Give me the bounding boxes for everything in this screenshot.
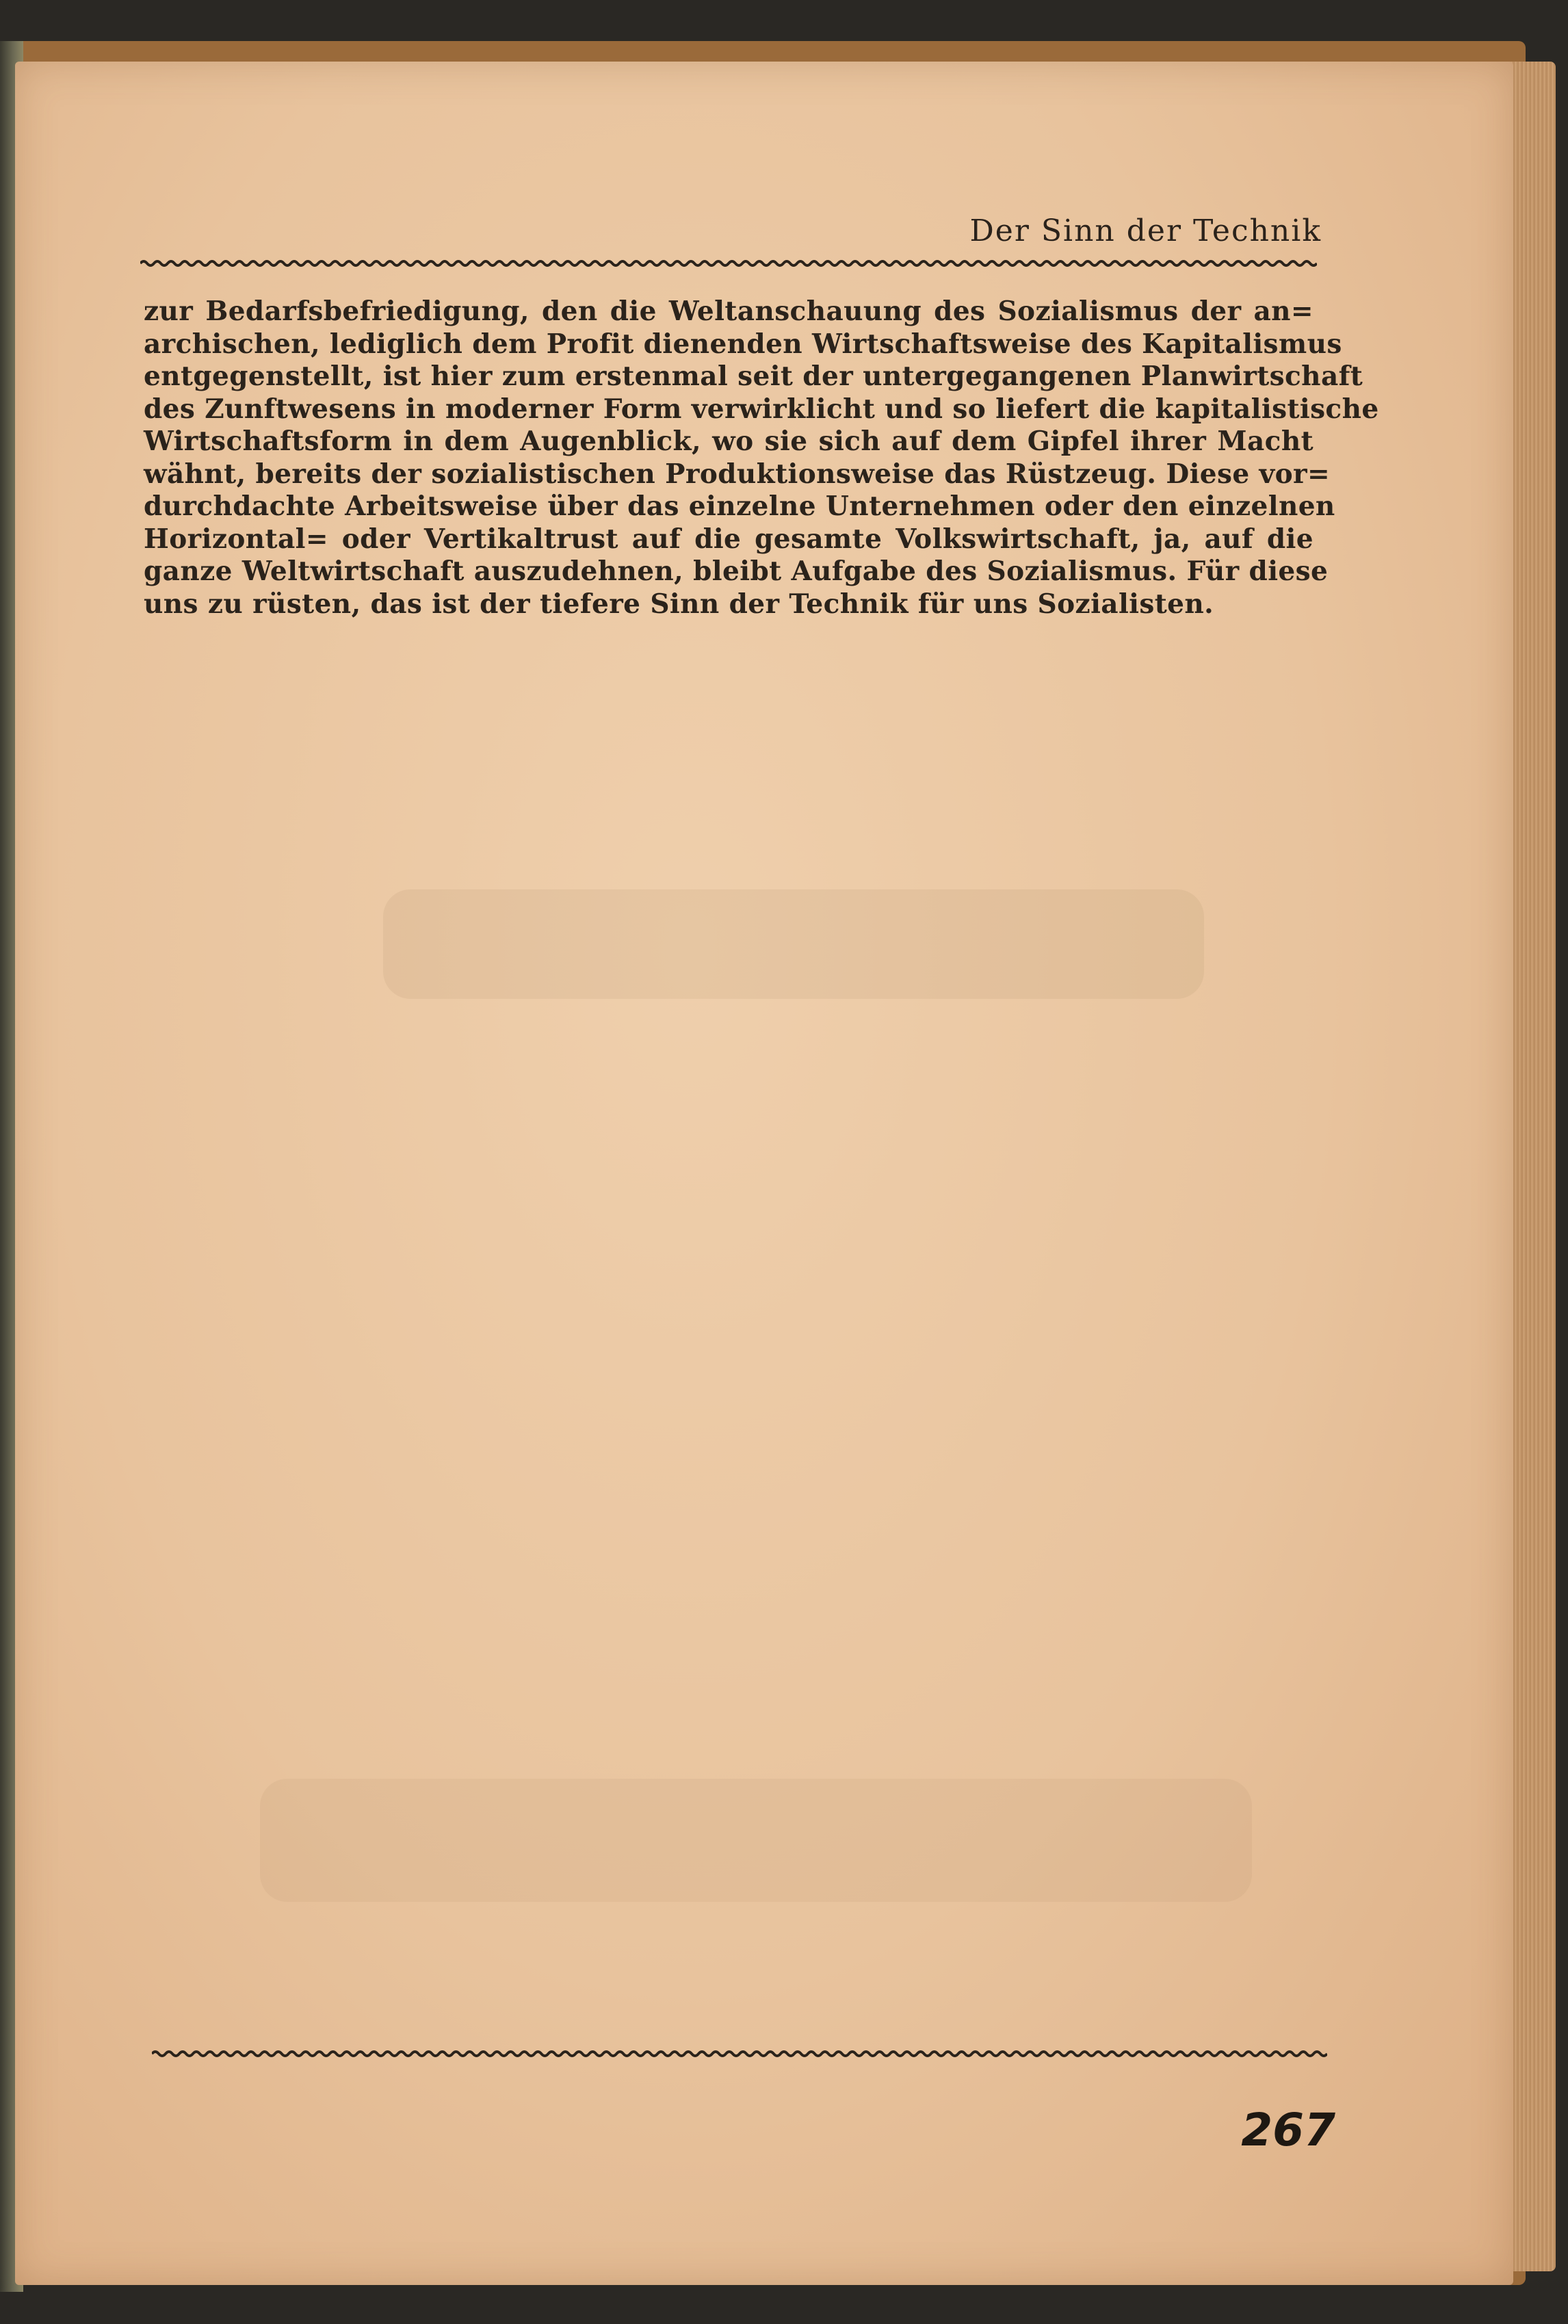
page-number: 267 bbox=[1241, 2104, 1335, 2156]
body-paragraph bbox=[144, 296, 1379, 621]
text-line: ganze Weltwirtschaft auszudehnen, bleibt Aufgabe des Sozialismus. Für diese bbox=[144, 556, 1329, 587]
text-line: wähnt, bereits der sozialistischen Produktionsweise das Rüstzeug. Diese vor= bbox=[144, 458, 1331, 490]
text-line: Wirtschaftsform in dem Augenblick, wo sie sich auf dem Gipfel ihrer Macht bbox=[144, 426, 1314, 457]
footer-wavy-rule bbox=[152, 2049, 1327, 2059]
text-line: des Zunftwesens in moderner Form verwirklicht und so liefert die kapitalistische bbox=[144, 393, 1379, 425]
text-line: archischen, lediglich dem Profit dienenden Wirtschaftsweise des Kapitalismus bbox=[144, 328, 1342, 360]
header-wavy-rule bbox=[140, 259, 1317, 268]
running-header-title: Der Sinn der Technik bbox=[969, 213, 1322, 248]
page-edges bbox=[1508, 62, 1556, 2271]
text-line: entgegenstellt, ist hier zum erstenmal seit der untergegangenen Planwirtschaft bbox=[144, 361, 1363, 392]
text-line: Horizontal= oder Vertikaltrust auf die gesamte Volkswirtschaft, ja, auf die bbox=[144, 523, 1314, 555]
text-line: zur Bedarfsbefriedigung, den die Weltanschauung des Sozialismus der an= bbox=[144, 296, 1314, 327]
bleed-through-shading bbox=[383, 889, 1204, 999]
bleed-through-shading-2 bbox=[260, 1779, 1252, 1902]
text-line: durchdachte Arbeitsweise über das einzelne Unternehmen oder den einzelnen bbox=[144, 491, 1335, 522]
text-line: uns zu rüsten, das ist der tiefere Sinn der Technik für uns Sozialisten. bbox=[144, 588, 1214, 620]
